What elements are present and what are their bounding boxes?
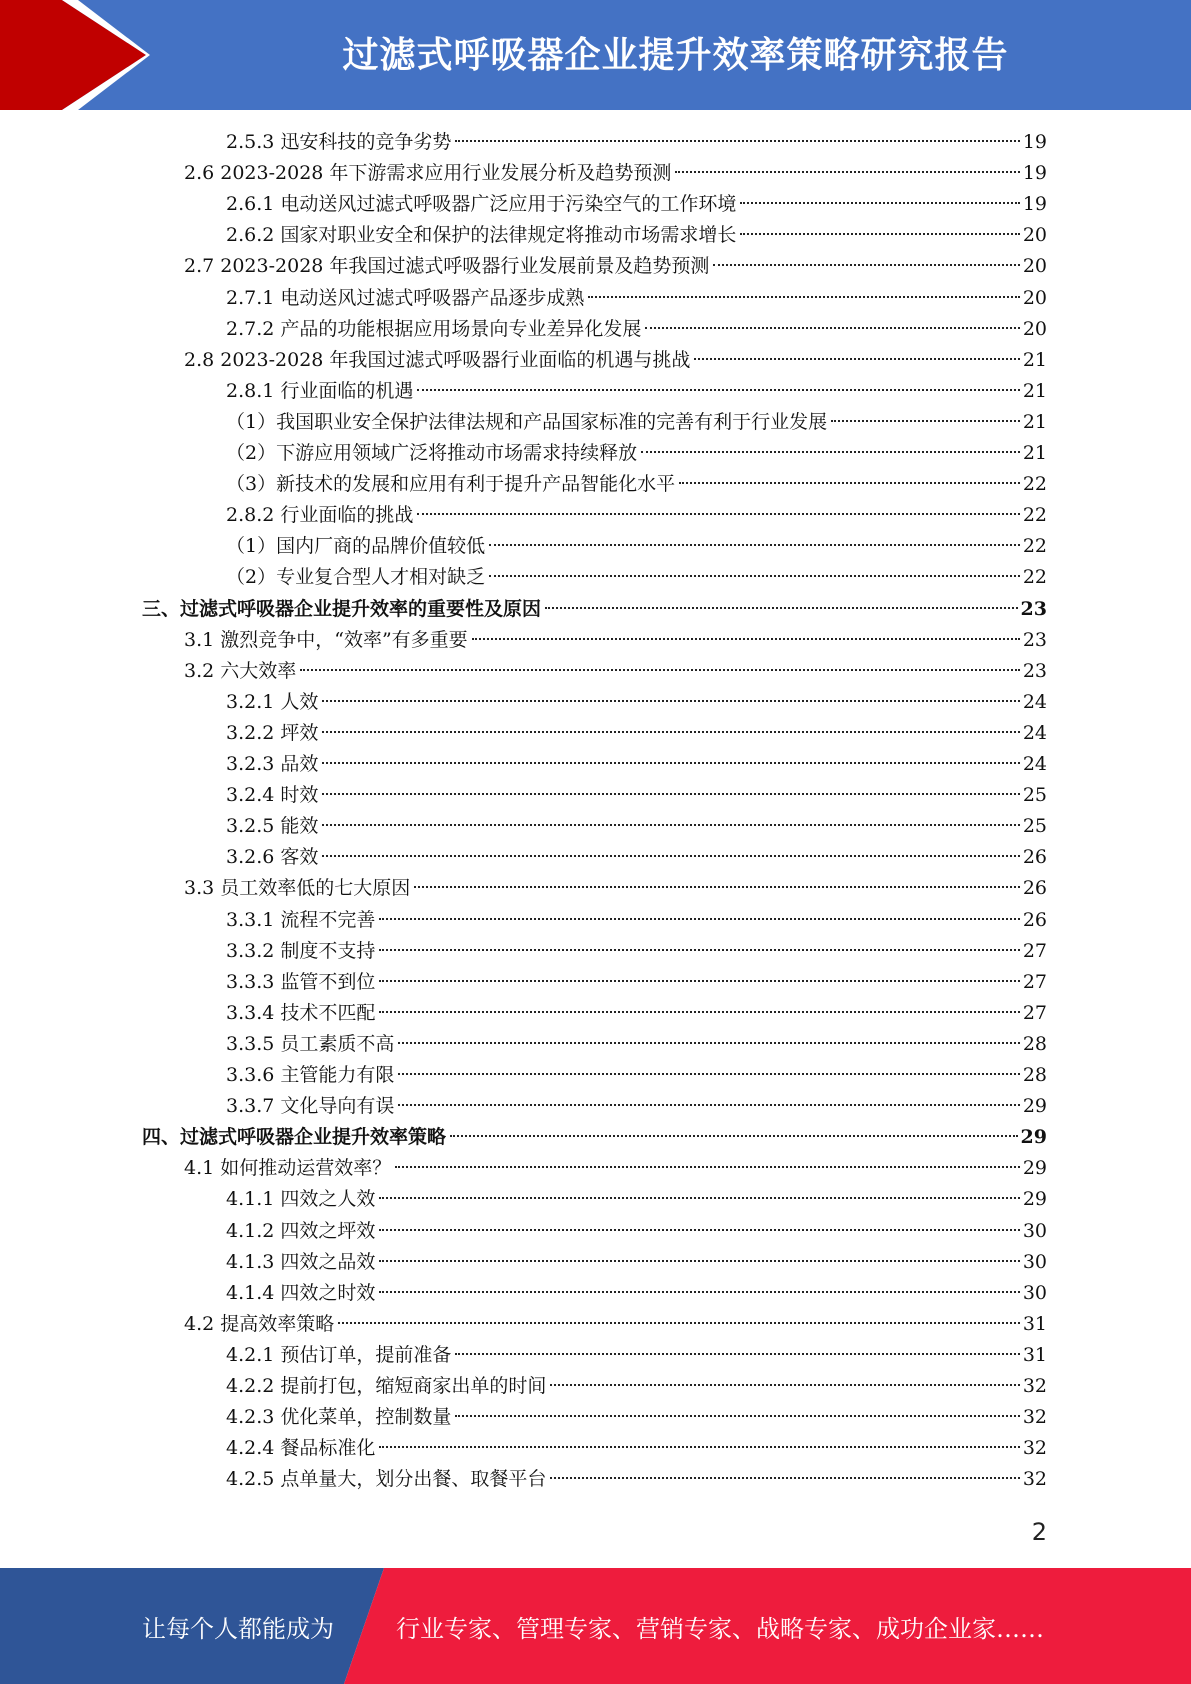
toc-dot-leader (414, 886, 1020, 888)
toc-entry[interactable] (0, 251, 1047, 282)
report-title: 过滤式呼吸器企业提升效率策略研究报告 (342, 34, 1009, 76)
toc-dot-leader (679, 482, 1020, 484)
toc-entry-title: 4.1.1 四效之人效 (226, 1188, 376, 1211)
toc-entry[interactable] (0, 1433, 1047, 1464)
toc-entry-page: 21 (1022, 379, 1047, 402)
toc-dot-leader (322, 855, 1019, 857)
toc-entry-page: 23 (1020, 597, 1047, 620)
header-arrow-decoration (0, 0, 200, 110)
toc-entry[interactable] (0, 967, 1047, 998)
toc-entry-page: 23 (1022, 659, 1047, 682)
page-header (0, 0, 1191, 110)
toc-entry[interactable] (0, 594, 1047, 625)
toc-entry-page: 31 (1022, 1312, 1047, 1335)
toc-dot-leader (338, 1322, 1020, 1324)
toc-entry[interactable] (0, 376, 1047, 407)
toc-dot-leader (450, 1135, 1018, 1137)
toc-entry-title: 3.2.1 人效 (226, 690, 319, 713)
toc-entry-title: 3.2.6 客效 (226, 846, 319, 869)
toc-dot-leader (831, 420, 1020, 422)
toc-entry-page: 32 (1022, 1375, 1047, 1397)
toc-dot-leader (379, 1197, 1019, 1199)
toc-entry-title: 3.2.5 能效 (226, 815, 319, 838)
toc-entry-page: 32 (1022, 1437, 1047, 1460)
toc-entry[interactable] (0, 469, 1047, 500)
toc-dot-leader (379, 1291, 1019, 1293)
toc-dot-leader (645, 327, 1019, 329)
toc-entry[interactable] (0, 283, 1047, 314)
toc-entry-page: 30 (1022, 1250, 1047, 1273)
toc-entry[interactable] (0, 1122, 1047, 1153)
toc-dot-leader (545, 607, 1018, 609)
toc-entry[interactable] (0, 127, 1047, 158)
toc-entry-title: 4.1.3 四效之品效 (226, 1250, 376, 1273)
toc-entry-page: 28 (1022, 1032, 1047, 1055)
toc-entry-page: 20 (1022, 255, 1047, 278)
toc-dot-leader (379, 980, 1019, 982)
toc-dot-leader (489, 575, 1020, 577)
toc-entry[interactable] (0, 1091, 1047, 1122)
footer-slogan-left: 让每个人都能成为 (142, 1614, 334, 1643)
toc-entry[interactable] (0, 749, 1047, 780)
toc-entry[interactable] (0, 873, 1047, 904)
toc-entry[interactable] (0, 718, 1047, 749)
toc-entry[interactable] (0, 625, 1047, 656)
toc-dot-leader (322, 731, 1019, 733)
toc-entry-title: 4.2 提高效率策略 (184, 1312, 335, 1335)
toc-entry-page: 22 (1022, 473, 1047, 496)
toc-entry-page: 21 (1022, 442, 1047, 464)
toc-entry-page: 19 (1022, 131, 1047, 153)
toc-entry-page: 29 (1022, 1188, 1047, 1211)
toc-entry[interactable] (0, 1184, 1047, 1215)
toc-entry[interactable] (0, 656, 1047, 687)
toc-dot-leader (417, 389, 1019, 391)
toc-entry-title: 4.2.1 预估订单，提前准备 (226, 1343, 452, 1366)
toc-dot-leader (398, 1042, 1019, 1044)
toc-dot-leader (398, 1104, 1019, 1106)
toc-entry-title: 3.3 员工效率低的七大原因 (184, 877, 411, 900)
toc-dot-leader (322, 762, 1019, 764)
page-number: 2 (1031, 1518, 1047, 1546)
toc-entry-page: 22 (1022, 566, 1047, 589)
toc-entry-page: 19 (1022, 193, 1047, 216)
toc-entry[interactable] (0, 998, 1047, 1029)
toc-entry[interactable] (0, 438, 1047, 469)
toc-entry-title: 3.1 激烈竞争中，“效率”有多重要 (184, 628, 468, 651)
toc-entry-title: （1）我国职业安全保护法律法规和产品国家标准的完善有利于行业发展 (226, 410, 828, 433)
toc-entry-page: 31 (1022, 1343, 1047, 1366)
toc-dot-leader (395, 1166, 1020, 1168)
toc-entry-title: 3.3.4 技术不匹配 (226, 1001, 376, 1024)
toc-entry-title: 4.1 如何推动运营效率？ (184, 1157, 392, 1180)
toc-entry-page: 20 (1022, 224, 1047, 247)
footer-slogan-right: 行业专家、管理专家、营销专家、战略专家、成功企业家…… (396, 1614, 1044, 1643)
toc-entry-page: 24 (1022, 721, 1047, 744)
toc-dot-leader (455, 1415, 1019, 1417)
toc-entry-page: 22 (1022, 535, 1047, 558)
toc-entry-title: （2）下游应用领域广泛将推动市场需求持续释放 (226, 442, 638, 464)
toc-entry-page: 32 (1022, 1406, 1047, 1429)
toc-dot-leader (322, 793, 1019, 795)
toc-dot-leader (455, 1353, 1019, 1355)
toc-entry[interactable] (0, 1153, 1047, 1184)
toc-entry-page: 19 (1022, 162, 1047, 185)
toc-entry-page: 21 (1022, 410, 1047, 433)
page-footer (0, 1568, 1191, 1684)
toc-dot-leader (379, 1260, 1019, 1262)
toc-entry[interactable] (0, 1060, 1047, 1091)
toc-entry-title: 2.8.1 行业面临的机遇 (226, 379, 414, 402)
toc-entry-page: 21 (1022, 348, 1047, 371)
toc-entry-title: （2）专业复合型人才相对缺乏 (226, 566, 486, 589)
toc-entry-page: 27 (1022, 939, 1047, 962)
toc-entry[interactable] (0, 1340, 1047, 1371)
toc-entry-page: 29 (1022, 1157, 1047, 1180)
toc-dot-leader (740, 202, 1019, 204)
toc-entry-page: 26 (1022, 877, 1047, 900)
toc-entry-title: 2.7 2023-2028 年我国过滤式呼吸器行业发展前景及趋势预测 (184, 255, 710, 278)
toc-entry-page: 26 (1022, 846, 1047, 869)
toc-dot-leader (675, 171, 1019, 173)
toc-dot-leader (455, 140, 1019, 142)
toc-entry-page: 25 (1022, 815, 1047, 838)
toc-entry[interactable] (0, 562, 1047, 593)
toc-dot-leader (588, 296, 1019, 298)
toc-entry-page: 29 (1022, 1095, 1047, 1118)
toc-entry-page: 20 (1022, 317, 1047, 340)
toc-dot-leader (713, 264, 1019, 266)
toc-entry-page: 32 (1022, 1468, 1047, 1491)
toc-entry[interactable] (0, 500, 1047, 531)
toc-entry-title: 4.1.2 四效之坪效 (226, 1219, 376, 1242)
toc-dot-leader (300, 669, 1020, 671)
toc-entry[interactable] (0, 345, 1047, 376)
toc-entry-page: 20 (1022, 286, 1047, 309)
toc-entry-title: 3.3.1 流程不完善 (226, 908, 376, 931)
toc-entry-title: 2.6.2 国家对职业安全和保护的法律规定将推动市场需求增长 (226, 224, 737, 247)
toc-entry[interactable] (0, 531, 1047, 562)
toc-entry[interactable] (0, 189, 1047, 220)
toc-entry-page: 30 (1022, 1281, 1047, 1304)
toc-entry[interactable] (0, 1247, 1047, 1278)
toc-entry-title: 3.3.5 员工素质不高 (226, 1032, 395, 1055)
toc-entry-title: 3.2.4 时效 (226, 784, 319, 807)
toc-dot-leader (641, 451, 1020, 453)
toc-entry-title: 4.2.4 餐品标准化 (226, 1437, 376, 1460)
toc-dot-leader (694, 358, 1019, 360)
toc-entry-title: 2.7.2 产品的功能根据应用场景向专业差异化发展 (226, 317, 642, 340)
toc-dot-leader (322, 700, 1019, 702)
toc-entry-page: 28 (1022, 1064, 1047, 1086)
toc-dot-leader (550, 1384, 1019, 1386)
toc-entry-title: 2.6 2023-2028 年下游需求应用行业发展分析及趋势预测 (184, 162, 672, 185)
toc-entry-page: 22 (1022, 504, 1047, 527)
toc-entry-page: 24 (1022, 753, 1047, 775)
toc-entry-title: 2.6.1 电动送风过滤式呼吸器广泛应用于污染空气的工作环境 (226, 193, 737, 216)
toc-dot-leader (379, 949, 1019, 951)
toc-dot-leader (740, 233, 1019, 235)
toc-entry-title: （3）新技术的发展和应用有利于提升产品智能化水平 (226, 473, 676, 496)
toc-entry[interactable] (0, 1216, 1047, 1247)
toc-dot-leader (379, 918, 1019, 920)
toc-entry[interactable] (0, 407, 1047, 438)
toc-entry[interactable] (0, 220, 1047, 251)
toc-dot-leader (550, 1477, 1019, 1479)
toc-entry-page: 25 (1022, 784, 1047, 807)
toc-entry-title: 3.3.2 制度不支持 (226, 939, 376, 962)
toc-entry-title: 4.2.3 优化菜单，控制数量 (226, 1406, 452, 1429)
toc-entry-page: 30 (1022, 1219, 1047, 1242)
toc-entry[interactable] (0, 842, 1047, 873)
toc-entry-title: 2.8 2023-2028 年我国过滤式呼吸器行业面临的机遇与挑战 (184, 348, 691, 371)
toc-entry-title: 3.2.3 品效 (226, 753, 319, 775)
toc-dot-leader (322, 824, 1019, 826)
toc-entry[interactable] (0, 905, 1047, 936)
toc-entry[interactable] (0, 1029, 1047, 1060)
toc-entry-title: 3.2 六大效率 (184, 659, 297, 682)
toc-entry[interactable] (0, 314, 1047, 345)
toc-entry[interactable] (0, 1402, 1047, 1433)
toc-dot-leader (379, 1011, 1019, 1013)
toc-entry-title: 4.2.2 提前打包，缩短商家出单的时间 (226, 1375, 547, 1397)
toc-entry-page: 29 (1020, 1126, 1047, 1149)
toc-dot-leader (472, 638, 1020, 640)
toc-dot-leader (489, 544, 1020, 546)
toc-entry[interactable] (0, 687, 1047, 718)
toc-entry-page: 26 (1022, 908, 1047, 931)
toc-entry[interactable] (0, 1278, 1047, 1309)
toc-entry[interactable] (0, 1464, 1047, 1495)
toc-entry-title: 3.3.3 监管不到位 (226, 970, 376, 993)
toc-entry-title: 3.2.2 坪效 (226, 721, 319, 744)
toc-entry-title: 2.5.3 迅安科技的竞争劣势 (226, 131, 452, 153)
toc-entry-title: 三、过滤式呼吸器企业提升效率的重要性及原因 (142, 597, 542, 620)
toc-entry[interactable] (0, 780, 1047, 811)
toc-entry-title: 3.3.6 主管能力有限 (226, 1064, 395, 1086)
toc-dot-leader (398, 1073, 1019, 1075)
toc-entry-title: 四、过滤式呼吸器企业提升效率策略 (142, 1126, 447, 1149)
toc-entry-page: 27 (1022, 970, 1047, 993)
toc-entry-page: 24 (1022, 690, 1047, 713)
toc-entry-page: 23 (1022, 628, 1047, 651)
toc-entry[interactable] (0, 1309, 1047, 1340)
toc-dot-leader (379, 1229, 1019, 1231)
toc-entry-title: 4.1.4 四效之时效 (226, 1281, 376, 1304)
toc-entry[interactable] (0, 1371, 1047, 1402)
toc-entry-title: （1）国内厂商的品牌价值较低 (226, 535, 486, 558)
toc-dot-leader (379, 1446, 1019, 1448)
toc-entry-title: 2.8.2 行业面临的挑战 (226, 504, 414, 527)
toc-dot-leader (417, 513, 1019, 515)
toc-entry[interactable] (0, 811, 1047, 842)
toc-entry-title: 2.7.1 电动送风过滤式呼吸器产品逐步成熟 (226, 286, 585, 309)
toc-entry-title: 4.2.5 点单量大，划分出餐、取餐平台 (226, 1468, 547, 1491)
toc-entry-title: 3.3.7 文化导向有误 (226, 1095, 395, 1118)
toc-entry[interactable] (0, 936, 1047, 967)
toc-entry-page: 27 (1022, 1001, 1047, 1024)
toc-entry[interactable] (0, 158, 1047, 189)
